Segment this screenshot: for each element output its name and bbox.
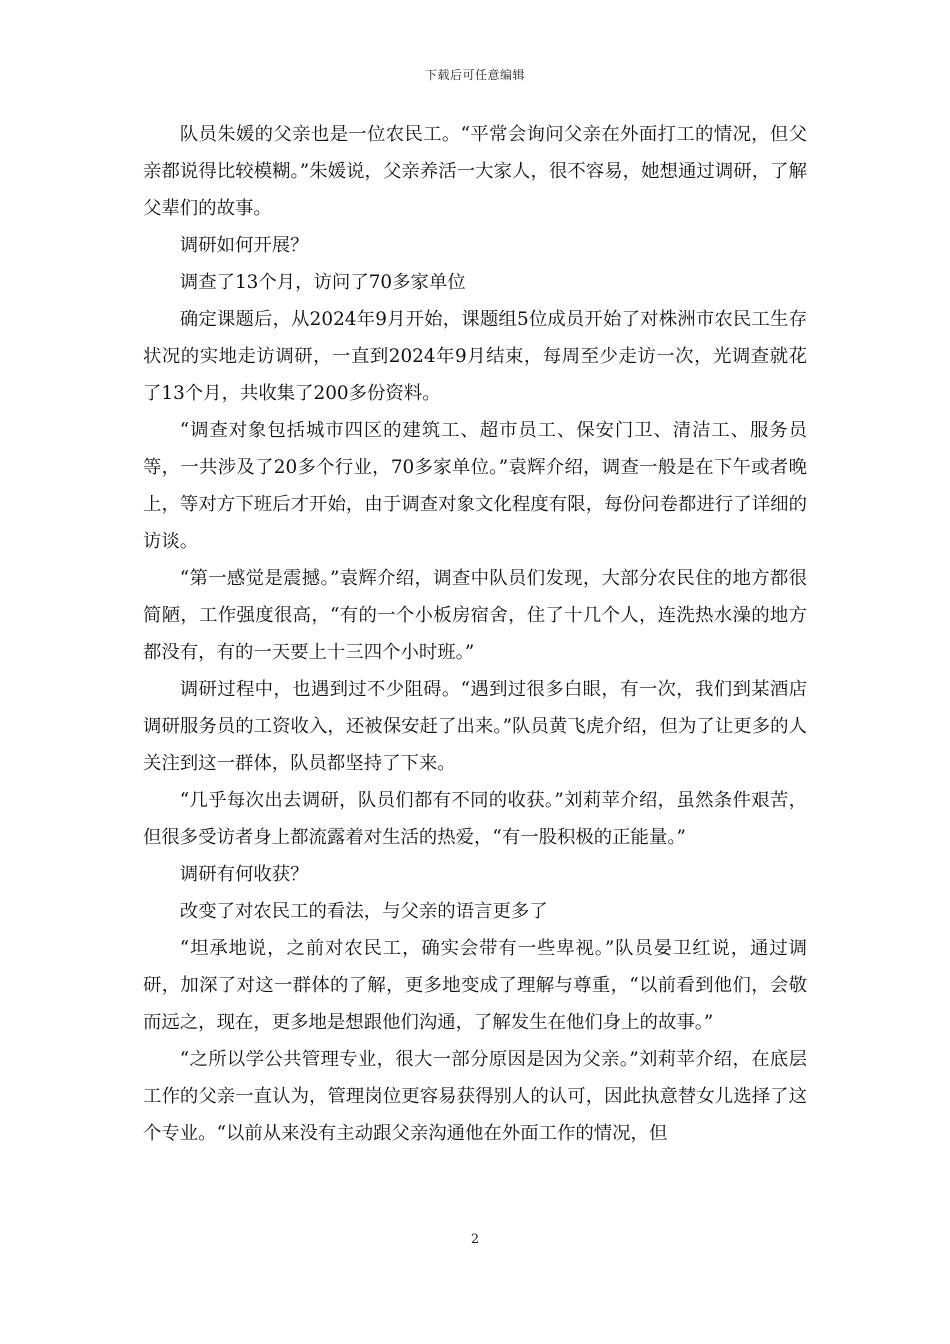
- paragraph: 调研过程中，也遇到过不少阻碍。“遇到过很多白眼，有一次，我们到某酒店调研服务员的工资收入，还被保安赶了出来。”队员黄飞虎介绍，但为了让更多的人关注到这一群体，队员都坚持了下来。: [143, 679, 807, 774]
- page-number: 2: [470, 1232, 480, 1247]
- paragraph: “调查对象包括城市四区的建筑工、超市员工、保安门卫、清洁工、服务员等，一共涉及了20多个行业，70多家单位。”袁辉介绍，调查一般是在下午或者晚上，等对方下班后才开始，由于调查对象文化程度有限，每份问卷都进行了详细的访谈。: [143, 420, 807, 552]
- paragraph: “坦承地说，之前对农民工，确实会带有一些卑视。”队员晏卫红说，通过调研，加深了对这一群体的了解，更多地变成了理解与尊重，“以前看到他们，会敬而远之，现在，更多地是想跟他们沟通，了解发生在他们身上的故事。”: [143, 938, 807, 1033]
- section-subtitle: 调查了13个月，访问了70多家单位: [179, 272, 466, 293]
- section-question: 调研如何开展？: [179, 235, 309, 256]
- paragraph: 队员朱媛的父亲也是一位农民工。“平常会询问父亲在外面打工的情况，但父亲都说得比较模糊。”朱媛说，父亲养活一大家人，很不容易，她想通过调研，了解父辈们的故事。: [143, 124, 807, 219]
- section-subtitle: 改变了对农民工的看法，与父亲的语言更多了: [179, 901, 548, 922]
- paragraph: “第一感觉是震撼。”袁辉介绍，调查中队员们发现，大部分农民住的地方都很简陋，工作强度很高，“有的一个小板房宿舍，住了十几个人，连洗热水澡的地方都没有，有的一天要上十三四个小时班。”: [143, 568, 807, 663]
- paragraph: “几乎每次出去调研，队员们都有不同的收获。”刘莉苹介绍，虽然条件艰苦，但很多受访者身上都流露着对生活的热爱，“有一股积极的正能量。”: [143, 790, 807, 848]
- paragraph: “之所以学公共管理专业，很大一部分原因是因为父亲。”刘莉苹介绍，在底层工作的父亲一直认为，管理岗位更容易获得别人的认可，因此执意替女儿选择了这个专业。“以前从来没有主动跟父亲沟通他在外面工作的情况，但: [143, 1049, 807, 1144]
- document-body: [143, 116, 807, 1152]
- paragraph: 确定课题后，从2024年9月开始，课题组5位成员开始了对株洲市农民工生存状况的实地走访调研，一直到2024年9月结束，每周至少走访一次，光调查就花了13个月，共收集了200多份资料。: [143, 309, 807, 404]
- page-header: 下载后可任意编辑: [424, 68, 525, 82]
- section-question: 调研有何收获？: [179, 864, 309, 885]
